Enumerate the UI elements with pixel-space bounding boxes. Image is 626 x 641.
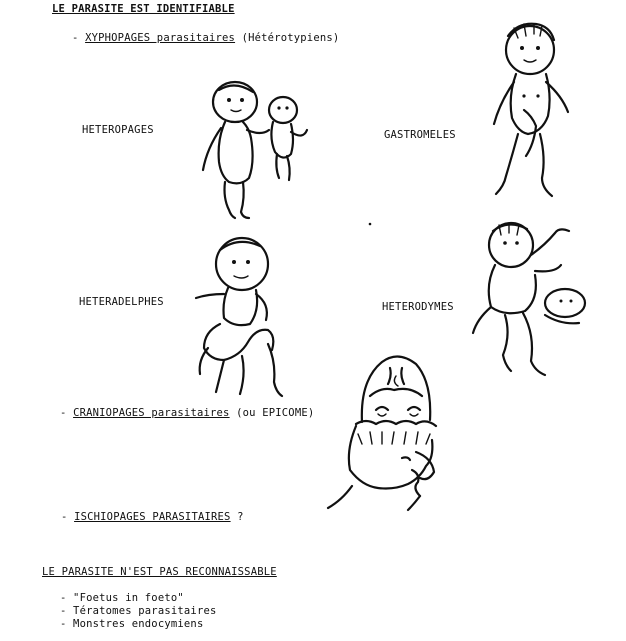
ischiopages-title: ISCHIOPAGES PARASITAIRES — [74, 511, 231, 523]
list-item: - "Foetus in foeto" — [60, 592, 184, 604]
section-heading-identifiable: LE PARASITE EST IDENTIFIABLE — [52, 3, 235, 15]
list-dash: - — [72, 32, 79, 44]
xyphopages-title: XYPHOPAGES parasitaires — [85, 32, 236, 44]
list-dash: - — [61, 511, 68, 523]
craniopages-title: CRANIOPAGES parasitaires — [73, 407, 230, 419]
craniopages-item — [60, 407, 314, 419]
list-item: - Monstres endocymiens — [60, 618, 204, 630]
ischiopages-note: ? — [237, 511, 244, 523]
heterodymes-illustration — [465, 215, 595, 390]
label-heterodymes: HETERODYMES — [382, 301, 454, 313]
xyphopages-note: (Hétérotypiens) — [241, 32, 340, 44]
label-heteropages: HETEROPAGES — [82, 124, 154, 136]
craniopages-note: (ou EPICOME) — [236, 407, 315, 419]
gastromeles-illustration — [484, 16, 584, 206]
ischiopages-item — [61, 511, 244, 523]
heteradelphes-illustration — [190, 232, 300, 407]
xyphopages-item — [72, 32, 339, 44]
list-item: - Tératomes parasitaires — [60, 605, 217, 617]
heteropages-illustration — [195, 78, 315, 223]
section-heading-not-recognizable: LE PARASITE N'EST PAS RECONNAISSABLE — [42, 566, 277, 578]
list-dash: - — [60, 407, 67, 419]
stray-mark — [366, 220, 374, 228]
craniopages-illustration — [322, 340, 452, 515]
label-heteradelphes: HETERADELPHES — [79, 296, 164, 308]
label-gastromeles: GASTROMELES — [384, 129, 456, 141]
